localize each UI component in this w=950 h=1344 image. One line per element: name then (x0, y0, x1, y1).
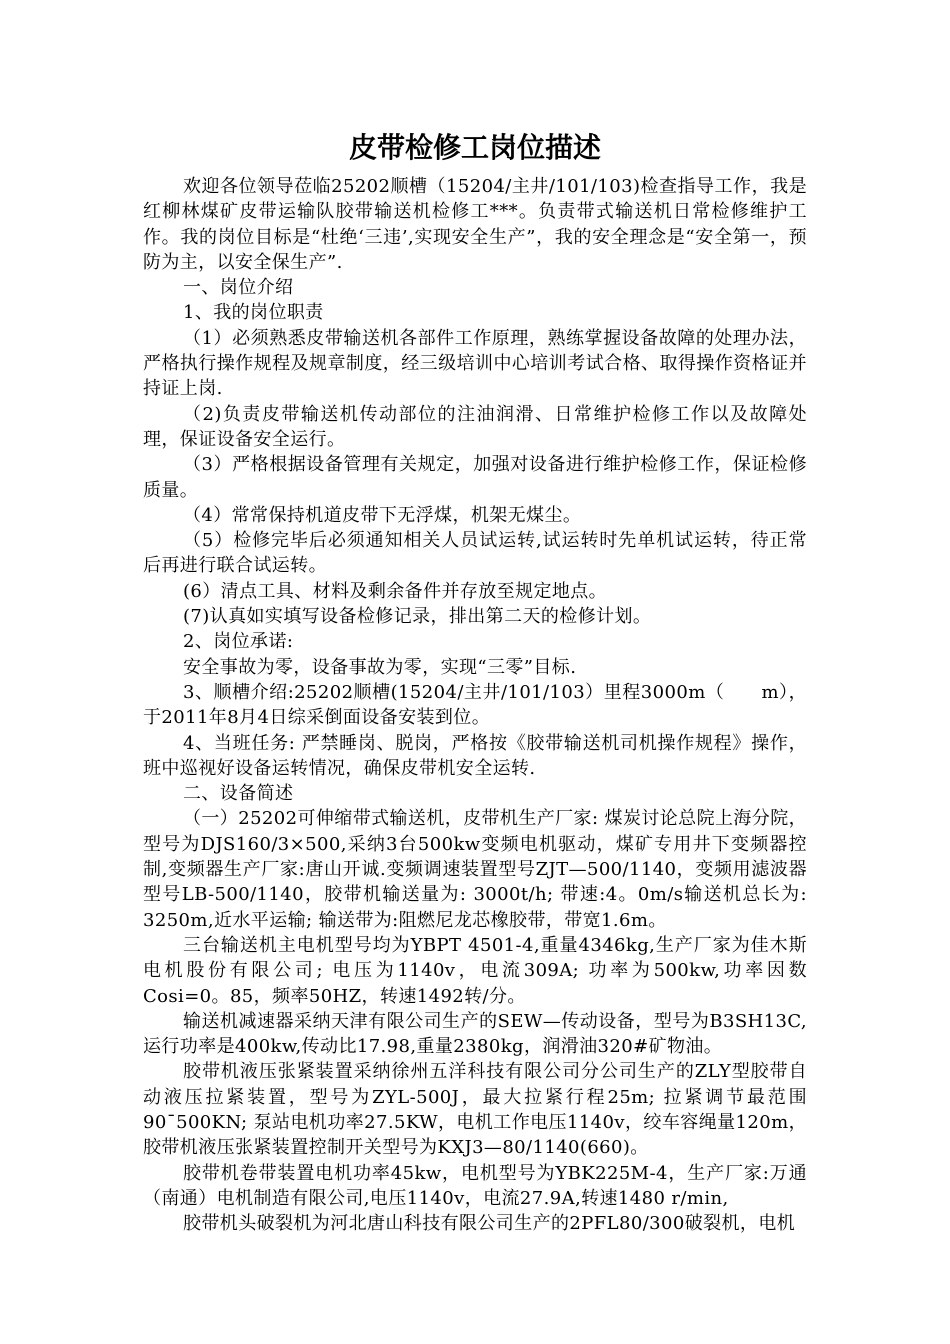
paragraph-motors: 三台输送机主电机型号均为YBPT 4501-4,重量4346kg,生产厂家为佳木斯电机股份有限公司; 电压为1140v，电流309A; 功率为500kw,功率因数Cosi=0。85，频率50HZ，转速1492转/分。 (143, 934, 807, 1007)
section-heading-equipment: 二、设备简述 (183, 783, 294, 805)
duty-item-3: （3）严格根据设备管理有关规定，加强对设备进行维护检修工作，保证检修质量。 (143, 454, 807, 501)
duty-item-7: (7)认真如实填写设备检修记录，排出第二天的检修计划。 (183, 606, 652, 628)
paragraph-welcome: 欢迎各位领导莅临25202顺槽（15204/主井/101/103)检查指导工作，我是红柳林煤矿皮带运输队胶带输送机检修工***。负责带式输送机日常检修维护工作。我的岗位目标是“杜绝‘三违’,实现安全生产”，我的安全理念是“安全第一，预防为主，以安全保生产”. (143, 176, 807, 273)
subheading-duties: 1、我的岗位职责 (183, 302, 324, 324)
paragraph-shift-task: 4、当班任务: 严禁睡岗、脱岗，严格按《胶带输送机司机操作规程》操作，班中巡视好设备运转情况，确保皮带机安全运转. (143, 732, 807, 779)
section-heading-job-intro: 一、岗位介绍 (183, 277, 294, 299)
duty-item-6: (6）清点工具、材料及剩余备件并存放至规定地点。 (183, 580, 608, 602)
document-title: 皮带检修工岗位描述 (348, 131, 601, 164)
duty-item-1: （1）必须熟悉皮带输送机各部件工作原理，熟练掌握设备故障的处理办法，严格执行操作规程及规章制度，经三级培训中心培训考试合格、取得操作资格证并持证上岗. (143, 327, 807, 400)
subheading-commitment: 2、岗位承诺: (183, 631, 294, 653)
paragraph-tensioner: 胶带机液压张紧装置采纳徐州五洋科技有限公司分公司生产的ZLY型胶带自动液压拉紧装置，型号为ZYL-500J，最大拉紧行程25m; 拉紧调节最范围90¯500KN; 泵站电机功率27.5KW，电机工作电压1140v，绞车容绳量120m，胶带机液压张紧装置控制开关型号为KXJ3—80/1140(660)。 (143, 1061, 807, 1159)
paragraph-reducer: 输送机减速器采纳天津有限公司生产的SEW—传动设备，型号为B3SH13C,运行功率是400kw,传动比17.98,重量2380kg，润滑油320#矿物油。 (143, 1010, 807, 1058)
duty-item-2: （2)负责皮带输送机传动部位的注油润滑、日常维护检修工作以及故障处理，保证设备安全运行。 (143, 403, 807, 450)
paragraph-roadway-intro: 3、顺槽介绍:25202顺槽(15204/主井/101/103）里程3000m（ m），于2011年8月4日综采倒面设备安装到位。 (143, 681, 807, 729)
duty-item-4: （4）常常保持机道皮带下无浮煤，机架无煤尘。 (183, 504, 582, 526)
paragraph-winder: 胶带机卷带装置电机功率45kw，电机型号为YBK225M-4，生产厂家:万通（南通）电机制造有限公司,电压1140v，电流27.9A,转速1480 r/min, (143, 1162, 807, 1209)
paragraph-commitment: 安全事故为零，设备事故为零，实现“三零”目标. (183, 656, 577, 678)
paragraph-conveyor: （一）25202可伸缩带式输送机，皮带机生产厂家: 煤炭讨论总院上海分院，型号为DJS160/3×500,采纳3台500kw变频电机驱动，煤矿专用井下变频器控制,变频器生产厂家:唐山开诚.变频调速装置型号ZJT—500/1140，变频用滤波器型号LB-500/1140，胶带机输送量为: 3000t/h; 带速:4。0m/s输送机总长为: 3250m,近水平运输; 输送带为:阻燃尼龙芯橡胶带，带宽1.6m。 (143, 808, 807, 931)
paragraph-crusher: 胶带机头破裂机为河北唐山科技有限公司生产的2PFL80/300破裂机，电机 (183, 1213, 796, 1235)
duty-item-5: （5）检修完毕后必须通知相关人员试运转,试运转时先单机试运转，待正常后再进行联合试运转。 (143, 530, 807, 577)
document-body (143, 174, 807, 1236)
